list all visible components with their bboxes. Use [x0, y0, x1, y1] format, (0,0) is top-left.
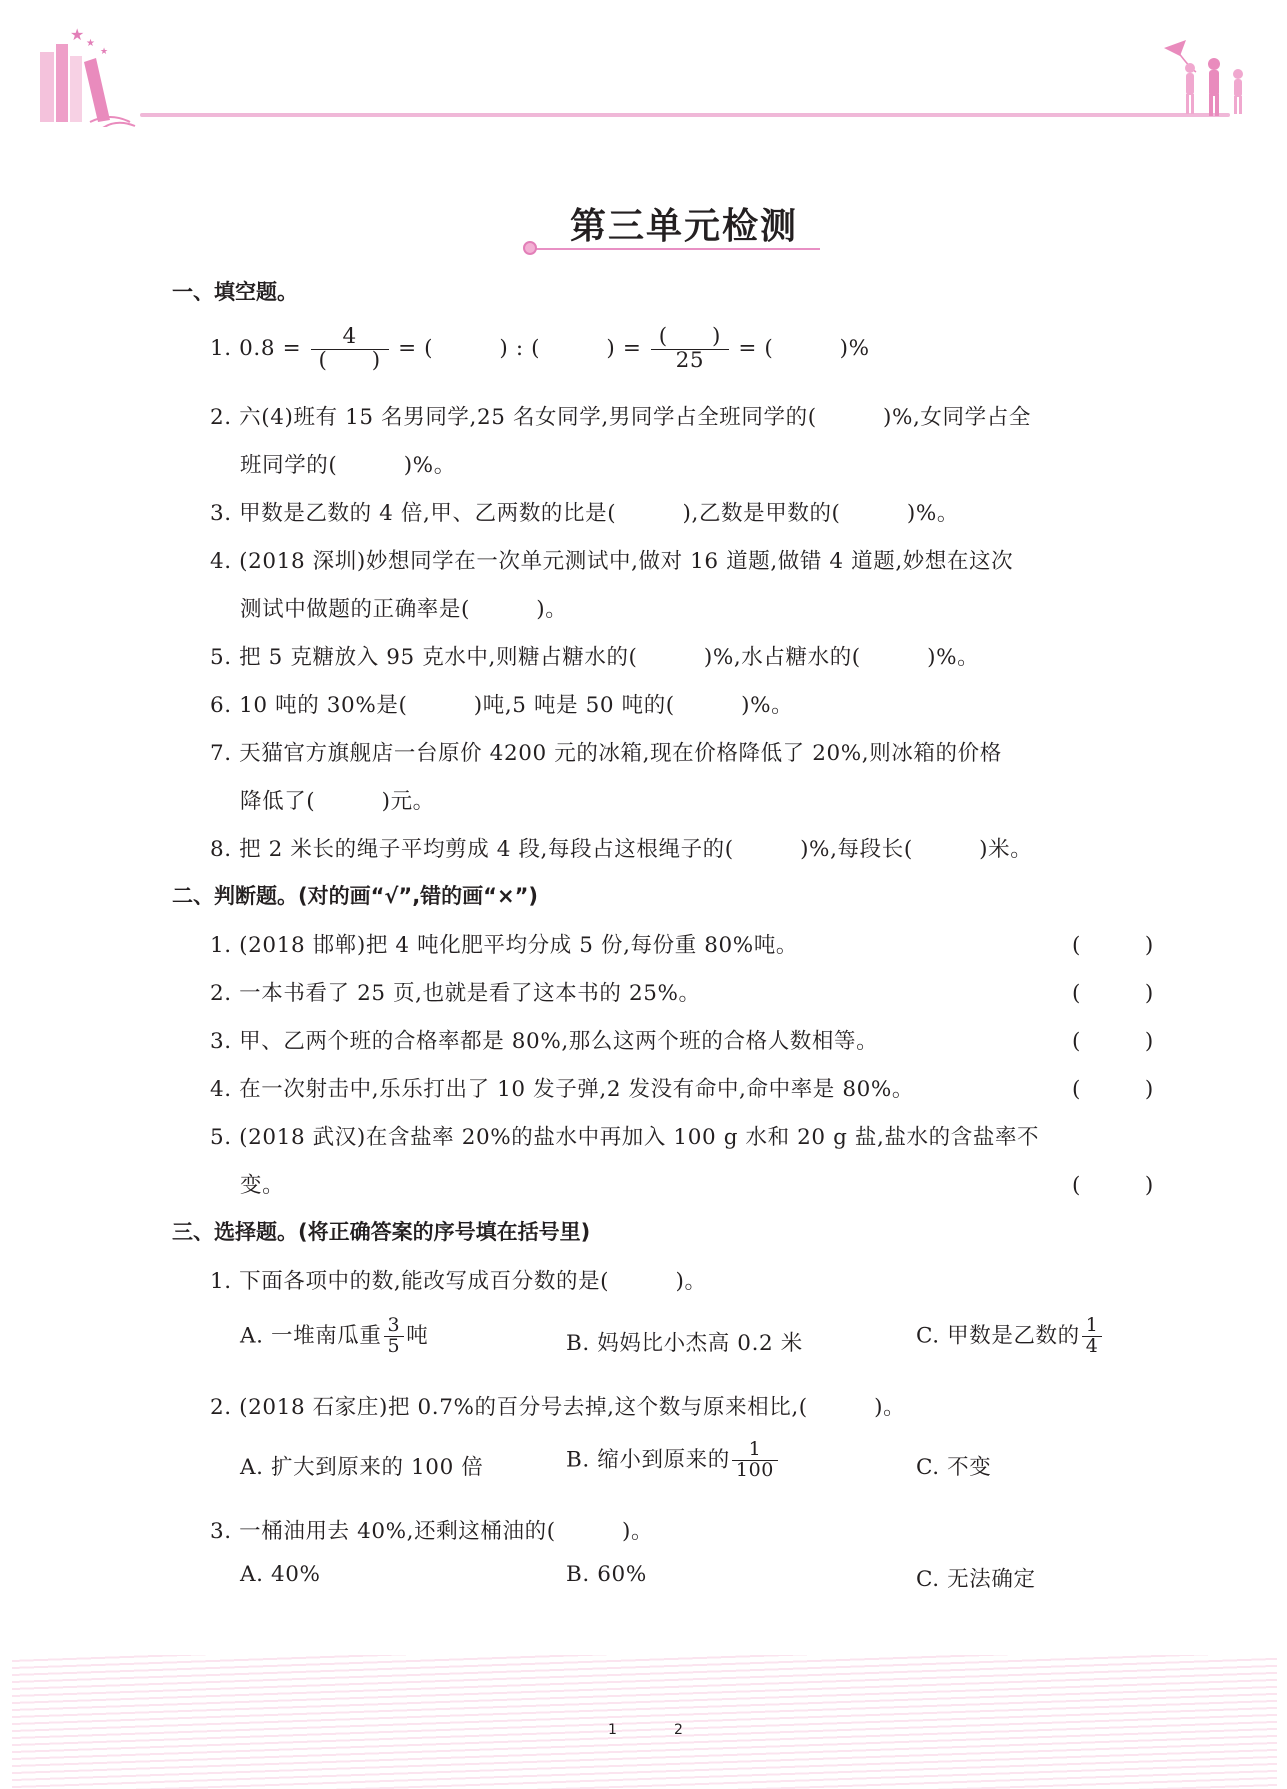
judge-q4: 4. 在一次射击中,乐乐打出了 10 发子弹,2 发没有命中,命中率是 80%。 [210, 1077, 915, 1102]
fill-q1 [210, 326, 870, 372]
fraction-numerator: ( ) [658, 324, 721, 349]
footer-stripes [12, 1655, 1277, 1789]
judge-q3: 3. 甲、乙两个班的合格率都是 80%,那么这两个班的合格人数相等。 [210, 1029, 879, 1054]
page-title: 第三单元检测 [570, 205, 799, 247]
fraction-numerator: 4 [342, 324, 357, 349]
svg-text:★: ★ [70, 25, 85, 44]
fill-q4-line-1: 4. (2018 深圳)妙想同学在一次单元测试中,做对 16 道题,做错 4 道题,妙想在这次 [210, 549, 1014, 574]
fill-q8: 8. 把 2 米长的绳子平均剪成 4 段,每段占这根绳子的( )%,每段长( )米。 [210, 837, 1033, 862]
option-text: A. 一堆南瓜重 [240, 1323, 382, 1349]
judge-q1-answer-paren[interactable]: ( ) [1072, 933, 1154, 958]
section-3-heading: 三、选择题。(将正确答案的序号填在括号里) [172, 1220, 591, 1244]
option-fraction [732, 1440, 778, 1481]
fraction-denominator: 25 [651, 349, 729, 373]
fraction-denominator: 100 [732, 1460, 778, 1481]
choice-q3-option-b[interactable]: B. 60% [566, 1562, 647, 1587]
fill-q7-line-1: 7. 天猫官方旗舰店一台原价 4200 元的冰箱,现在价格降低了 20%,则冰箱的价格 [210, 741, 1002, 766]
fraction-denominator: 4 [1082, 1336, 1103, 1357]
option-text: C. 甲数是乙数的 [916, 1323, 1080, 1349]
judge-q5-answer-paren[interactable]: ( ) [1072, 1173, 1154, 1198]
choice-q3-option-c[interactable]: C. 无法确定 [916, 1567, 1036, 1592]
fill-q3: 3. 甲数是乙数的 4 倍,甲、乙两数的比是( ),乙数是甲数的( )%。 [210, 501, 959, 526]
fraction-numerator: 3 [387, 1314, 401, 1336]
fill-q1-prefix: 1. 0.8 = [210, 336, 302, 362]
fill-q5: 5. 把 5 克糖放入 95 克水中,则糖占糖水的( )%,水占糖水的( )%。 [210, 645, 980, 670]
choice-q2-option-c[interactable]: C. 不变 [916, 1455, 992, 1480]
choice-q1-option-a[interactable] [240, 1316, 428, 1357]
fraction-numerator: 1 [1085, 1314, 1099, 1336]
title-block [495, 198, 825, 260]
fill-q1-middle: = ( ) : ( ) = [398, 336, 642, 362]
option-text-suffix: 吨 [406, 1323, 429, 1349]
title-underline [535, 248, 820, 250]
choice-q3-option-a[interactable]: A. 40% [240, 1562, 321, 1587]
judge-q2: 2. 一本书看了 25 页,也就是看了这本书的 25%。 [210, 981, 701, 1006]
judge-q5-line-2: 变。 [240, 1173, 285, 1198]
section-1-heading: 一、填空题。 [172, 280, 298, 304]
title-dot-icon [523, 241, 537, 255]
fill-q2-line-1: 2. 六(4)班有 15 名男同学,25 名女同学,男同学占全班同学的( )%,女同学占全 [210, 405, 1031, 430]
fill-q6: 6. 10 吨的 30%是( )吨,5 吨是 50 吨的( )%。 [210, 693, 794, 718]
section-2-heading: 二、判断题。(对的画“√”,错的画“×”) [172, 884, 538, 908]
page-number-left: 1 [608, 1722, 617, 1738]
svg-text:★: ★ [86, 38, 95, 49]
fill-q4-line-2: 测试中做题的正确率是( )。 [240, 597, 568, 622]
option-text: B. 缩小到原来的 [566, 1447, 730, 1473]
choice-q1: 1. 下面各项中的数,能改写成百分数的是( )。 [210, 1269, 707, 1294]
choice-q1-option-c[interactable] [916, 1316, 1104, 1357]
judge-q1: 1. (2018 邯郸)把 4 吨化肥平均分成 5 份,每份重 80%吨。 [210, 933, 799, 958]
judge-q4-answer-paren[interactable]: ( ) [1072, 1077, 1154, 1102]
option-fraction [1082, 1316, 1103, 1357]
option-fraction [384, 1316, 405, 1357]
svg-text:★: ★ [100, 47, 109, 57]
fill-q1-suffix: = ( )% [738, 336, 870, 362]
fill-q1-fraction-2 [651, 326, 729, 372]
books-decoration-icon [30, 22, 150, 127]
choice-q2: 2. (2018 石家庄)把 0.7%的百分号去掉,这个数与原来相比,( )。 [210, 1395, 906, 1420]
fraction-numerator: 1 [748, 1438, 762, 1460]
fraction-denominator: ( ) [311, 349, 389, 373]
judge-q2-answer-paren[interactable]: ( ) [1072, 981, 1154, 1006]
fraction-denominator: 5 [384, 1336, 405, 1357]
choice-q1-option-b[interactable]: B. 妈妈比小杰高 0.2 米 [566, 1331, 803, 1356]
choice-q2-option-b[interactable] [566, 1440, 780, 1481]
fill-q1-fraction-1 [311, 326, 389, 372]
kite-children-icon [1160, 38, 1260, 118]
page-number-right: 2 [674, 1722, 683, 1738]
choice-q2-option-a[interactable]: A. 扩大到原来的 100 倍 [240, 1455, 484, 1480]
judge-q3-answer-paren[interactable]: ( ) [1072, 1029, 1154, 1054]
fill-q7-line-2: 降低了( )元。 [240, 789, 435, 814]
choice-q3: 3. 一桶油用去 40%,还剩这桶油的( )。 [210, 1519, 654, 1544]
judge-q5-line-1: 5. (2018 武汉)在含盐率 20%的盐水中再加入 100 g 水和 20 g 盐,盐水的含盐率不 [210, 1125, 1040, 1150]
fill-q2-line-2: 班同学的( )%。 [240, 453, 456, 478]
header-rule [140, 113, 1230, 117]
